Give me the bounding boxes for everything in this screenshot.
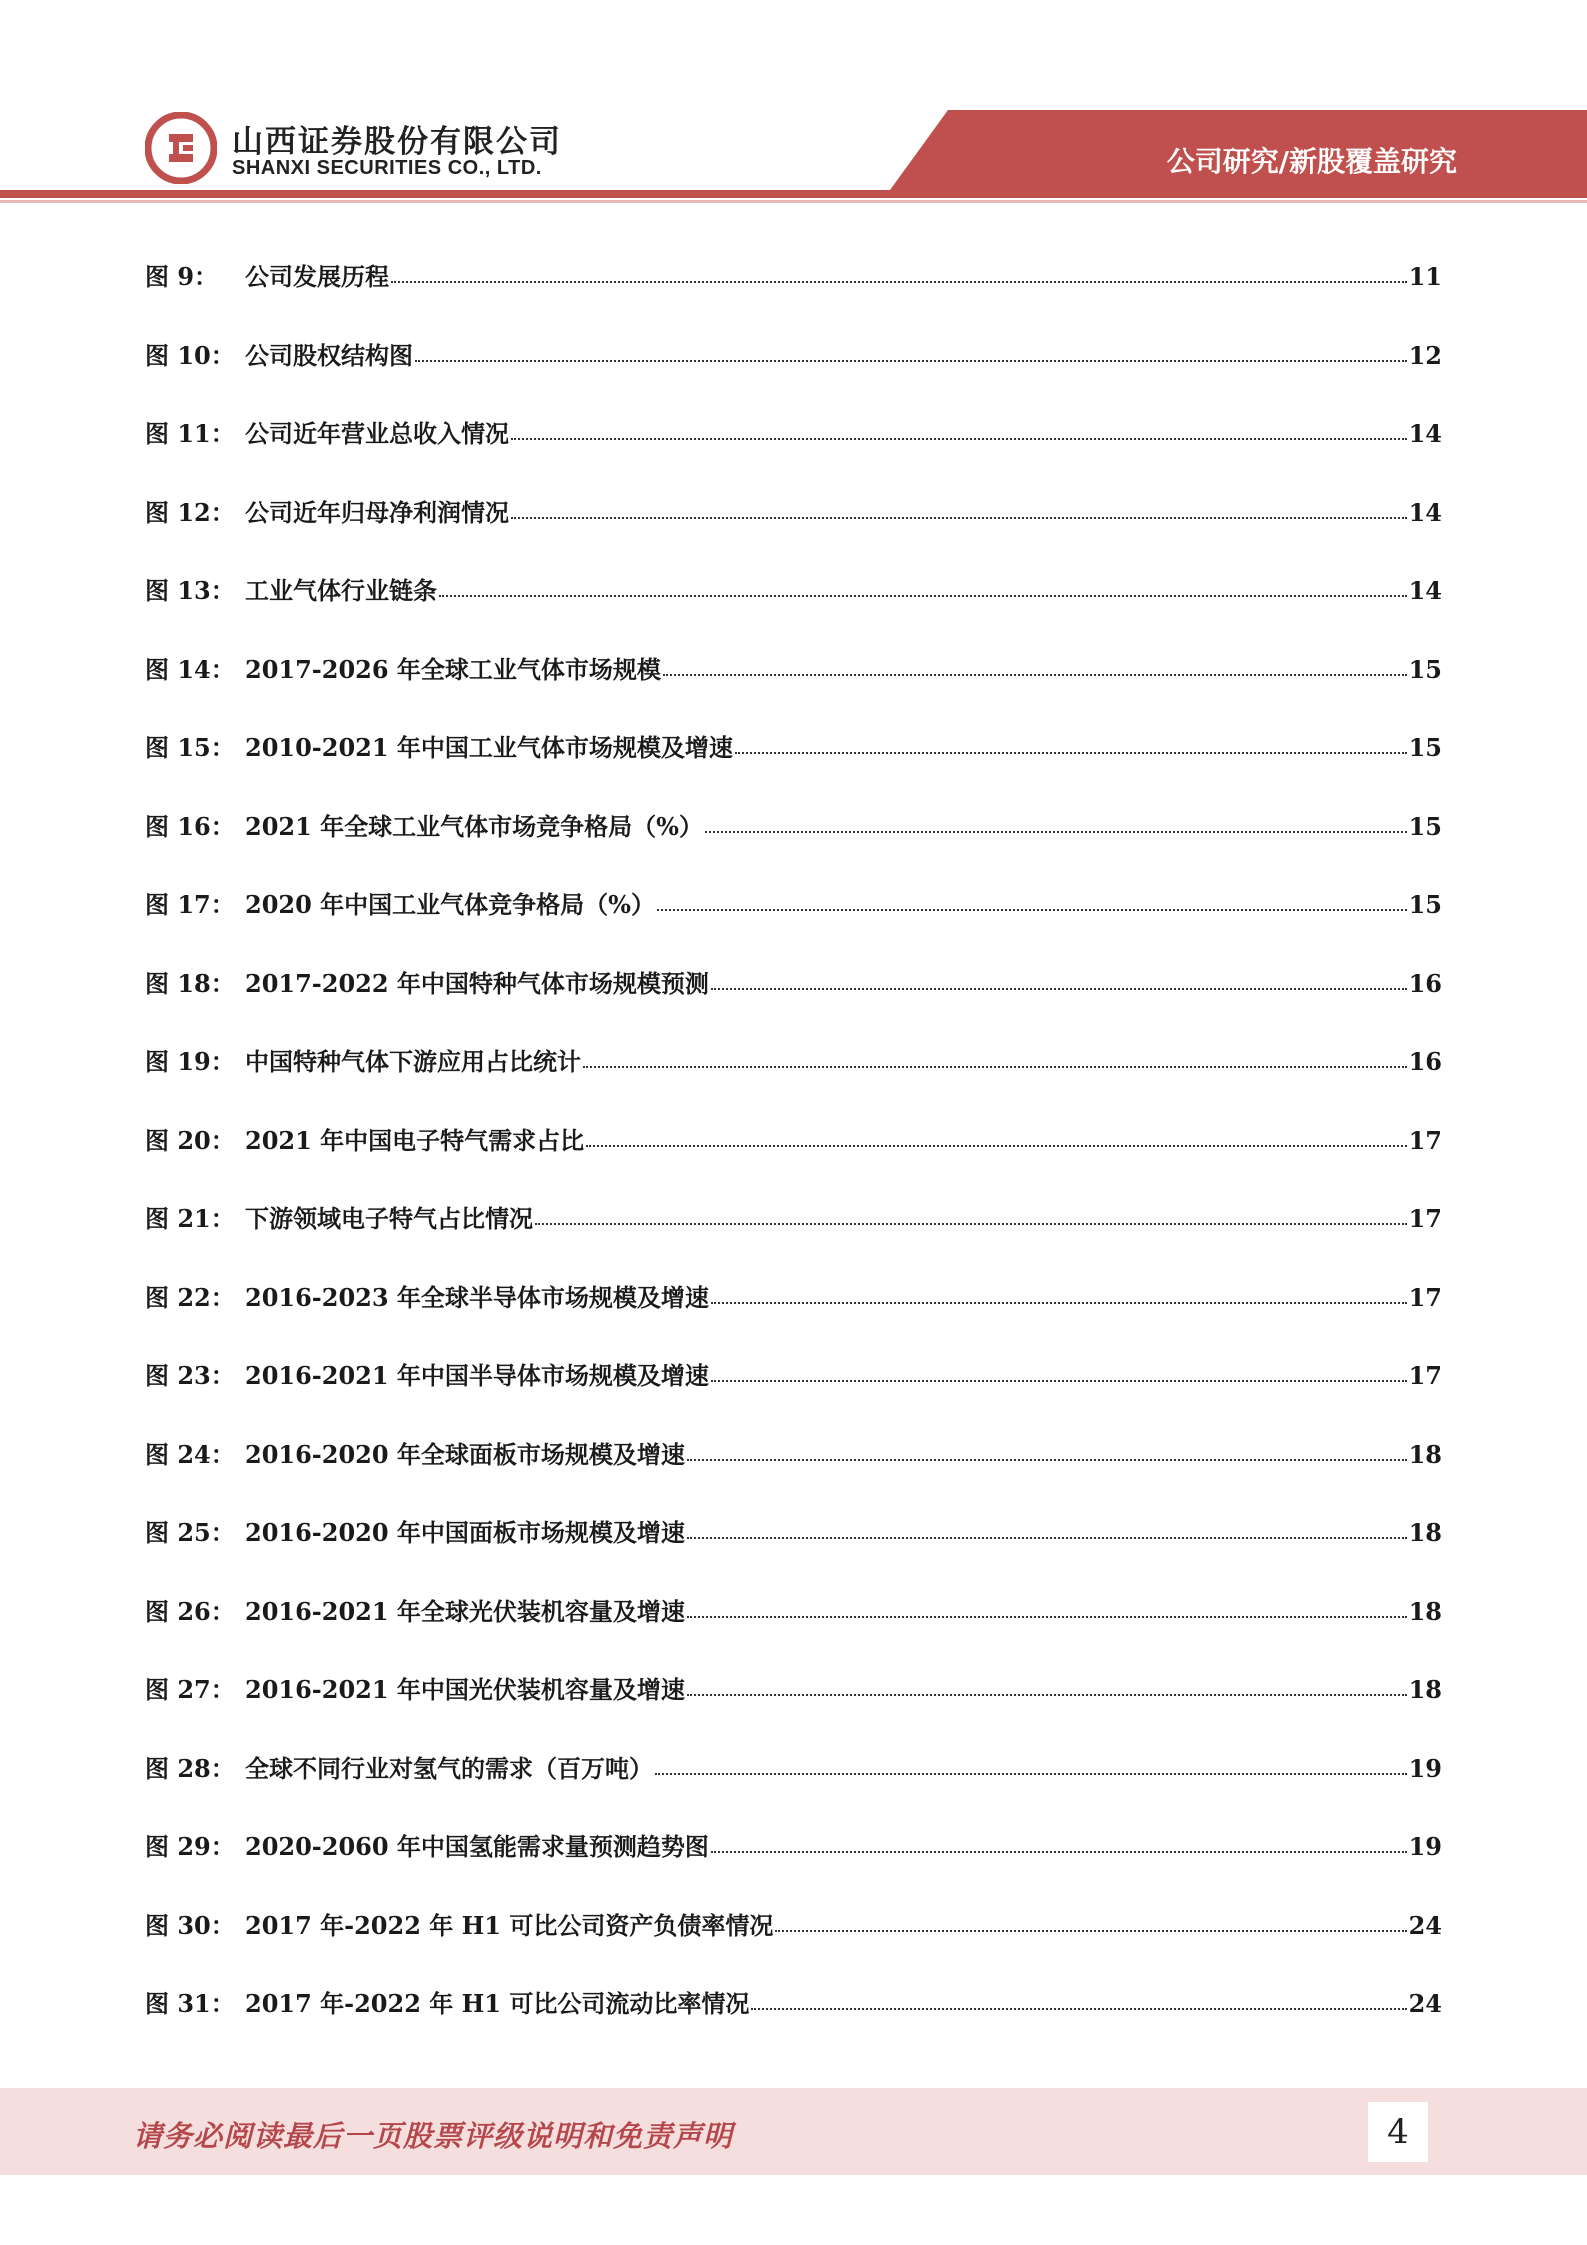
toc-row[interactable]	[145, 1278, 1442, 1357]
toc-leader-dots	[535, 1219, 1407, 1225]
toc-row[interactable]	[145, 257, 1442, 336]
toc-label: 图 22：	[145, 1282, 235, 1312]
toc-row[interactable]	[145, 650, 1442, 729]
toc-label: 图 30：	[145, 1910, 235, 1940]
toc-title: 2017-2026 年全球工业气体市场规模	[245, 654, 661, 684]
toc-title: 2016-2023 年全球半导体市场规模及增速	[245, 1282, 709, 1312]
toc-page-number: 15	[1408, 890, 1442, 919]
toc-row[interactable]	[145, 1749, 1442, 1828]
toc-title: 2017-2022 年中国特种气体市场规模预测	[245, 968, 709, 998]
toc-page-number: 18	[1408, 1439, 1442, 1469]
toc-title: 全球不同行业对氢气的需求（百万吨）	[245, 1753, 653, 1783]
toc-row[interactable]	[145, 1827, 1442, 1906]
toc-label: 图 31：	[145, 1989, 235, 2018]
toc-leader-dots	[775, 1926, 1406, 1932]
toc-title: 公司近年归母净利润情况	[245, 497, 509, 527]
toc-leader-dots	[751, 2004, 1406, 2010]
toc-label: 图 13：	[145, 576, 235, 605]
toc-page-number: 15	[1408, 654, 1442, 684]
toc-label: 图 12：	[145, 497, 235, 527]
toc-row[interactable]	[145, 414, 1442, 493]
toc-title: 下游领域电子特气占比情况	[245, 1204, 533, 1233]
toc-row[interactable]	[145, 964, 1442, 1043]
toc-row[interactable]	[145, 493, 1442, 572]
toc-title: 公司近年营业总收入情况	[245, 419, 509, 448]
toc-title: 2016-2020 年全球面板市场规模及增速	[245, 1439, 685, 1469]
toc-label: 图 16：	[145, 811, 235, 841]
company-name-en: SHANXI SECURITIES CO., LTD.	[232, 157, 542, 179]
toc-leader-dots	[687, 1612, 1407, 1618]
toc-label: 图 10：	[145, 340, 235, 370]
toc-row[interactable]	[145, 1670, 1442, 1749]
toc-row[interactable]	[145, 1906, 1442, 1985]
toc-page-number: 24	[1408, 1910, 1442, 1940]
toc-row[interactable]	[145, 728, 1442, 807]
figure-list	[145, 257, 1442, 2063]
toc-label: 图 25：	[145, 1518, 235, 1547]
toc-leader-dots	[711, 1376, 1407, 1382]
toc-row[interactable]	[145, 807, 1442, 886]
toc-leader-dots	[657, 905, 1407, 911]
toc-row[interactable]	[145, 885, 1442, 964]
toc-label: 图 26：	[145, 1596, 235, 1626]
toc-row[interactable]	[145, 571, 1442, 650]
toc-row[interactable]	[145, 336, 1442, 415]
toc-title: 2016-2021 年中国半导体市场规模及增速	[245, 1361, 709, 1390]
toc-page-number: 14	[1408, 576, 1442, 605]
toc-title: 2016-2020 年中国面板市场规模及增速	[245, 1518, 685, 1547]
toc-row[interactable]	[145, 1513, 1442, 1592]
toc-title: 2010-2021 年中国工业气体市场规模及增速	[245, 733, 733, 762]
toc-leader-dots	[439, 591, 1407, 597]
toc-page-number: 15	[1408, 811, 1442, 841]
toc-label: 图 29：	[145, 1832, 235, 1861]
toc-page-number: 19	[1408, 1832, 1442, 1861]
toc-leader-dots	[586, 1141, 1406, 1147]
toc-page-number: 18	[1408, 1596, 1442, 1626]
toc-page-number: 17	[1408, 1204, 1442, 1233]
toc-label: 图 27：	[145, 1675, 235, 1704]
toc-leader-dots	[415, 356, 1407, 362]
toc-leader-dots	[711, 984, 1407, 990]
toc-leader-dots	[687, 1455, 1407, 1461]
toc-page-number: 17	[1408, 1282, 1442, 1312]
toc-title: 2017 年-2022 年 H1 可比公司资产负债率情况	[245, 1910, 774, 1940]
toc-leader-dots	[511, 513, 1407, 519]
toc-label: 图 17：	[145, 890, 235, 919]
toc-page-number: 14	[1408, 419, 1442, 448]
section-title: 公司研究/新股覆盖研究	[1166, 145, 1457, 178]
toc-title: 公司发展历程	[245, 262, 389, 291]
toc-title: 2021 年中国电子特气需求占比	[245, 1125, 585, 1155]
header-banner	[0, 0, 1587, 215]
toc-label: 图 18：	[145, 968, 235, 998]
toc-label: 图 24：	[145, 1439, 235, 1469]
toc-page-number: 17	[1408, 1125, 1442, 1155]
toc-leader-dots	[711, 1298, 1407, 1304]
page-header	[0, 0, 1587, 215]
toc-row[interactable]	[145, 1356, 1442, 1435]
page-footer	[0, 2088, 1587, 2175]
toc-page-number: 15	[1408, 733, 1442, 762]
company-logo-icon	[145, 112, 217, 184]
toc-leader-dots	[663, 670, 1407, 676]
toc-page-number: 18	[1408, 1518, 1442, 1547]
toc-page-number: 12	[1408, 340, 1442, 370]
toc-leader-dots	[735, 748, 1407, 754]
header-rule-light	[0, 200, 1587, 203]
toc-title: 2020-2060 年中国氢能需求量预测趋势图	[245, 1832, 709, 1861]
toc-label: 图 15：	[145, 733, 235, 762]
disclaimer-note: 请务必阅读最后一页股票评级说明和免责声明	[133, 2119, 734, 2153]
toc-leader-dots	[655, 1769, 1407, 1775]
toc-page-number: 11	[1408, 262, 1442, 291]
toc-label: 图 14：	[145, 654, 235, 684]
toc-row[interactable]	[145, 1121, 1442, 1200]
toc-label: 图 19：	[145, 1047, 235, 1076]
company-name-cn: 山西证券股份有限公司	[232, 124, 562, 160]
toc-leader-dots	[687, 1690, 1407, 1696]
toc-title: 2016-2021 年全球光伏装机容量及增速	[245, 1596, 685, 1626]
toc-page-number: 14	[1408, 497, 1442, 527]
toc-title: 2017 年-2022 年 H1 可比公司流动比率情况	[245, 1989, 750, 2018]
toc-title: 2020 年中国工业气体竞争格局（%）	[245, 890, 655, 919]
toc-row[interactable]	[145, 1042, 1442, 1121]
toc-label: 图 28：	[145, 1753, 235, 1783]
toc-label: 图 20：	[145, 1125, 235, 1155]
toc-title: 2021 年全球工业气体市场竞争格局（%）	[245, 811, 703, 841]
toc-leader-dots	[705, 827, 1407, 833]
toc-page-number: 18	[1408, 1675, 1442, 1704]
toc-title: 2016-2021 年中国光伏装机容量及增速	[245, 1675, 685, 1704]
toc-label: 图 21：	[145, 1204, 235, 1233]
toc-page-number: 16	[1408, 968, 1442, 998]
toc-label: 图 11：	[145, 419, 235, 448]
toc-title: 公司股权结构图	[245, 340, 413, 370]
toc-page-number: 19	[1408, 1753, 1442, 1783]
toc-leader-dots	[391, 277, 1407, 283]
toc-page-number: 16	[1408, 1047, 1442, 1076]
toc-row[interactable]	[145, 1199, 1442, 1278]
toc-leader-dots	[511, 434, 1407, 440]
toc-leader-dots	[711, 1847, 1407, 1853]
toc-leader-dots	[687, 1533, 1407, 1539]
toc-page-number: 24	[1408, 1989, 1442, 2018]
toc-label: 图 9：	[145, 262, 219, 291]
toc-title: 工业气体行业链条	[245, 576, 437, 605]
toc-leader-dots	[583, 1062, 1407, 1068]
toc-page-number: 17	[1408, 1361, 1442, 1390]
toc-row[interactable]	[145, 1984, 1442, 2063]
toc-row[interactable]	[145, 1592, 1442, 1671]
toc-title: 中国特种气体下游应用占比统计	[245, 1047, 581, 1076]
toc-label: 图 23：	[145, 1361, 235, 1390]
header-rule	[0, 190, 1587, 198]
toc-row[interactable]	[145, 1435, 1442, 1514]
page-number: 4	[1368, 2102, 1428, 2162]
